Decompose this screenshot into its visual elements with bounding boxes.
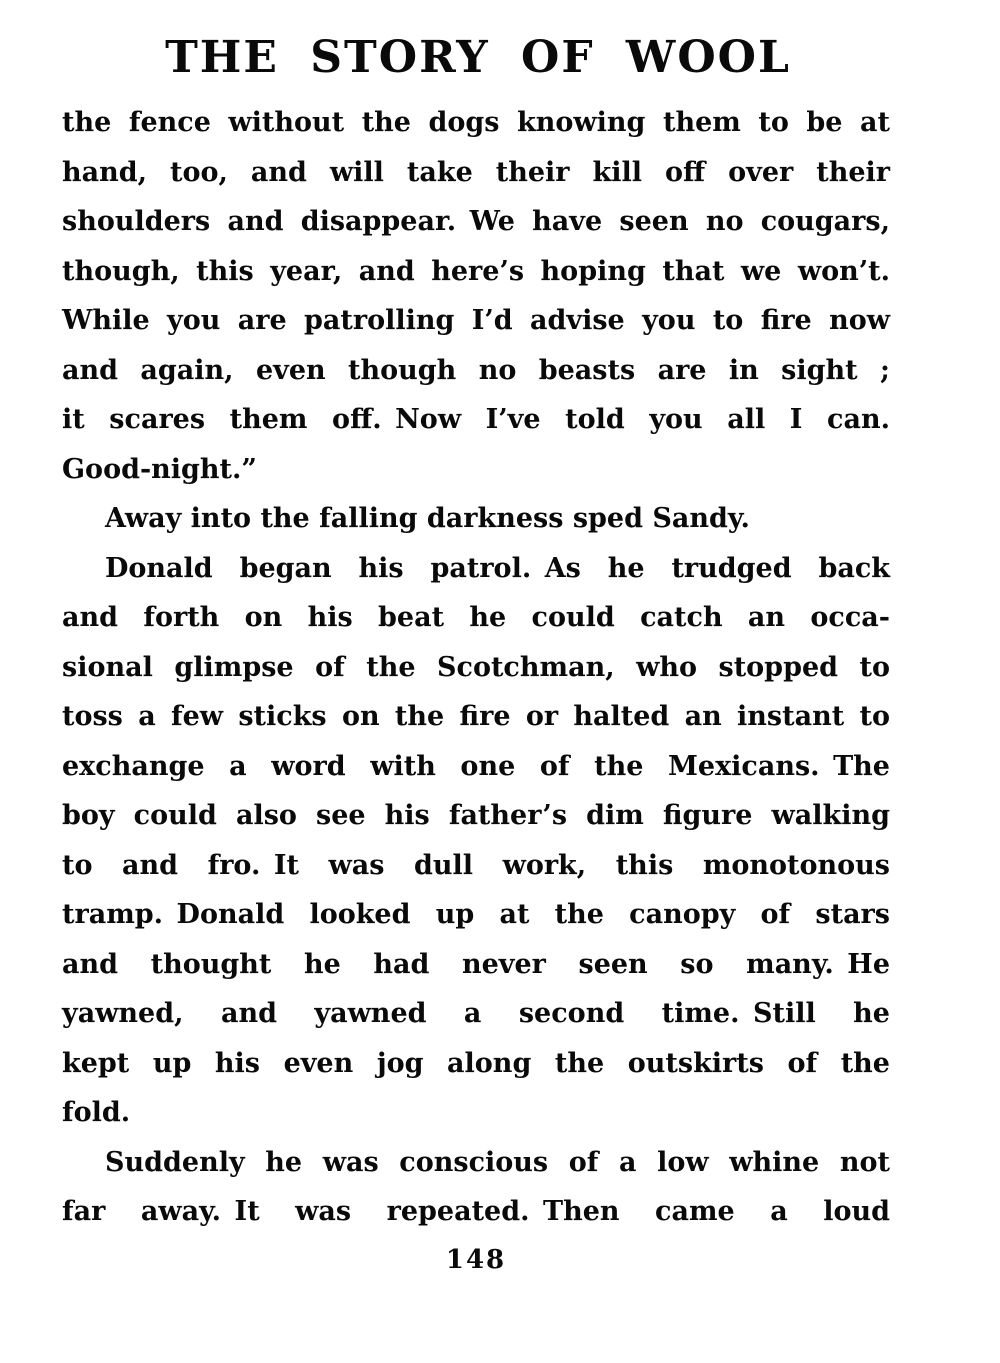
text-line: While you are patrolling I’d advise you to fire now bbox=[62, 305, 890, 336]
text-line: Away into the falling darkness sped Sandy. bbox=[105, 503, 750, 534]
text-line: Suddenly he was conscious of a low whine not bbox=[105, 1146, 890, 1178]
text-line: kept up his even jog along the outskirts of the bbox=[62, 1047, 890, 1079]
text-line: far away. It was repeated. Then came a loud bbox=[62, 1196, 890, 1227]
text-line: and forth on his beat he could catch an occa- bbox=[62, 602, 890, 633]
text-line: fold. bbox=[62, 1097, 131, 1128]
text-line: and again, even though no beasts are in sight ; bbox=[62, 354, 890, 386]
text-line: Donald began his patrol. As he trudged back bbox=[105, 552, 890, 584]
text-line: yawned, and yawned a second time. Still he bbox=[62, 998, 890, 1029]
text-line: exchange a word with one of the Mexicans. The bbox=[62, 750, 890, 782]
page-number: 148 bbox=[445, 1244, 507, 1275]
text-line: the fence without the dogs knowing them to be at bbox=[62, 107, 890, 138]
text-line: shoulders and disappear. We have seen no cougars, bbox=[62, 206, 890, 237]
book-page bbox=[0, 32, 1000, 1363]
text-line: though, this year, and here’s hoping that we won’t. bbox=[62, 255, 890, 287]
text-line: tramp. Donald looked up at the canopy of stars bbox=[62, 899, 890, 930]
text-line: hand, too, and will take their kill off over their bbox=[62, 156, 890, 188]
text-line: it scares them off. Now I’ve told you all I can. bbox=[62, 404, 890, 435]
text-line: to and fro. It was dull work, this monotonous bbox=[62, 849, 890, 881]
text-line: Good-night.” bbox=[62, 453, 257, 485]
running-header: THE STORY OF WOOL bbox=[165, 32, 791, 83]
text-block bbox=[62, 98, 890, 1237]
text-line: toss a few sticks on the fire or halted an instant to bbox=[62, 701, 890, 732]
text-line: sional glimpse of the Scotchman, who stopped to bbox=[62, 651, 890, 683]
text-line: and thought he had never seen so many. He bbox=[62, 948, 890, 980]
text-line: boy could also see his father’s dim figure walking bbox=[62, 800, 890, 831]
